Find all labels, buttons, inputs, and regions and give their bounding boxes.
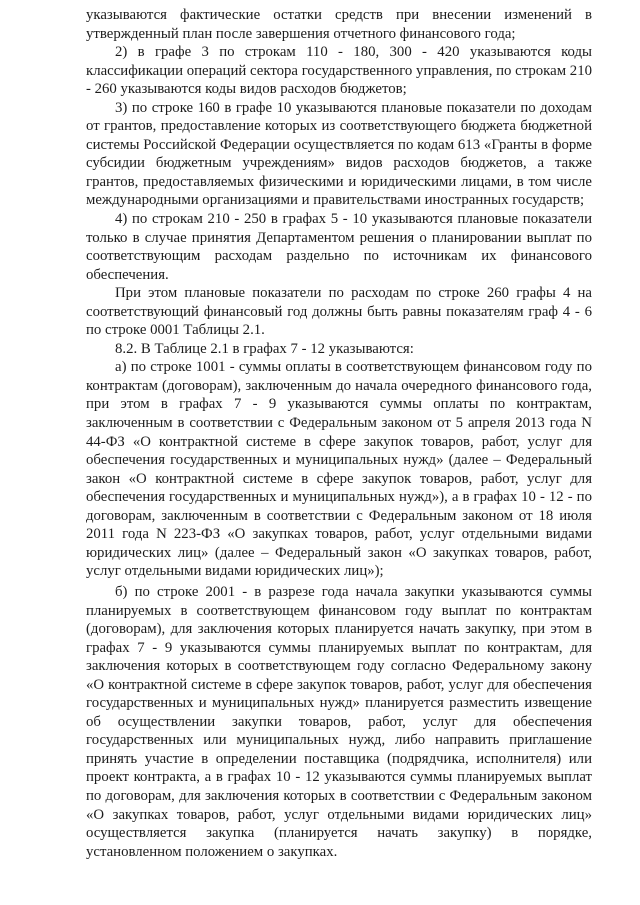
paragraph-item-a: а) по строке 1001 - суммы оплаты в соответствующем финансовом году по контрактам (договорам), заключенным до начала очередного финансового года, при этом в графах 7 - 9 указываются суммы оплаты по контрактам, заключенным в соответствии с Федеральным законом от 5 апреля 2013 года N 44-ФЗ «О контрактной системе в сфере закупок товаров, работ, услуг для обеспечения государственных и муниципальных нужд» (далее – Федеральный закон «О контрактной системе в сфере закупок товаров, работ, услуг для обеспечения государственных и муниципальных нужд»), а в графах 10 - 12 - по договорам, заключенным в соответствии с Федеральным законом от 18 июля 2011 года N 223-ФЗ «О закупках товаров, работ, услуг отдельными видами юридических лиц» (далее – Федеральный закон «О закупках товаров, работ, услуг отдельными видами юридических лиц»); (86, 359, 592, 580)
paragraph-section-8-2: 8.2. В Таблице 2.1 в графах 7 - 12 указываются: (115, 340, 414, 357)
paragraph-item-4: 4) по строкам 210 - 250 в графах 5 - 10 указываются плановые показатели только в случае принятия Департаментом решения о планировании выплат по соответствующим расходам раздельно по источникам их финансового обеспечения. (86, 211, 592, 283)
paragraph-item-2: 2) в графе 3 по строкам 110 - 180, 300 - 420 указываются коды классификации операций сектора государственного управления, по строкам 210 - 260 указываются коды видов расходов бюджетов; (86, 44, 592, 98)
paragraph-item-3: 3) по строке 160 в графе 10 указываются плановые показатели по доходам от грантов, предоставление которых из соответствующего бюджета бюджетной системы Российской Федерации осуществляется по кодам 613 «Гранты в форме субсидии бюджетным учреждениям» видов расходов бюджетов, а также грантов, предоставляемых физическими и юридическими лицами, в том числе международными организациями и правительствами иностранных государств; (86, 99, 592, 209)
paragraph-item-b: б) по строке 2001 - в разрезе года начала закупки указываются суммы планируемых в соответствующем финансовом году выплат по контрактам (договорам), для заключения которых планируется начать закупку, при этом в графах 7 - 9 указываются суммы планируемых выплат по контрактам, для заключения которых в соответствующем году согласно Федеральному закону «О контрактной системе в сфере закупок товаров, работ, услуг для обеспечения государственных и муниципальных нужд» планируется разместить извещение об осуществлении закупки товаров, работ, услуг для обеспечения государственных или муниципальных нужд, либо направить приглашение принять участие в определении поставщика (подрядчика, исполнителя) или проект контракта, а в графах 10 - 12 указываются суммы планируемых выплат по договорам, для заключения которых в соответствии с Федеральным законом «О закупках товаров, работ, услуг отдельными видами юридических лиц» осуществляется закупка (планируется начать закупку) в порядке, установленном положением о закупках. (86, 583, 592, 860)
document-page (86, 6, 592, 861)
paragraph-remainders: указываются фактические остатки средств при внесении изменений в утвержденный план после завершения отчетного финансового года; (86, 7, 592, 42)
paragraph-expense-rule: При этом плановые показатели по расходам по строке 260 графы 4 на соответствующий финансовый год должны быть равны показателям граф 4 - 6 по строке 0001 Таблицы 2.1. (86, 285, 592, 339)
